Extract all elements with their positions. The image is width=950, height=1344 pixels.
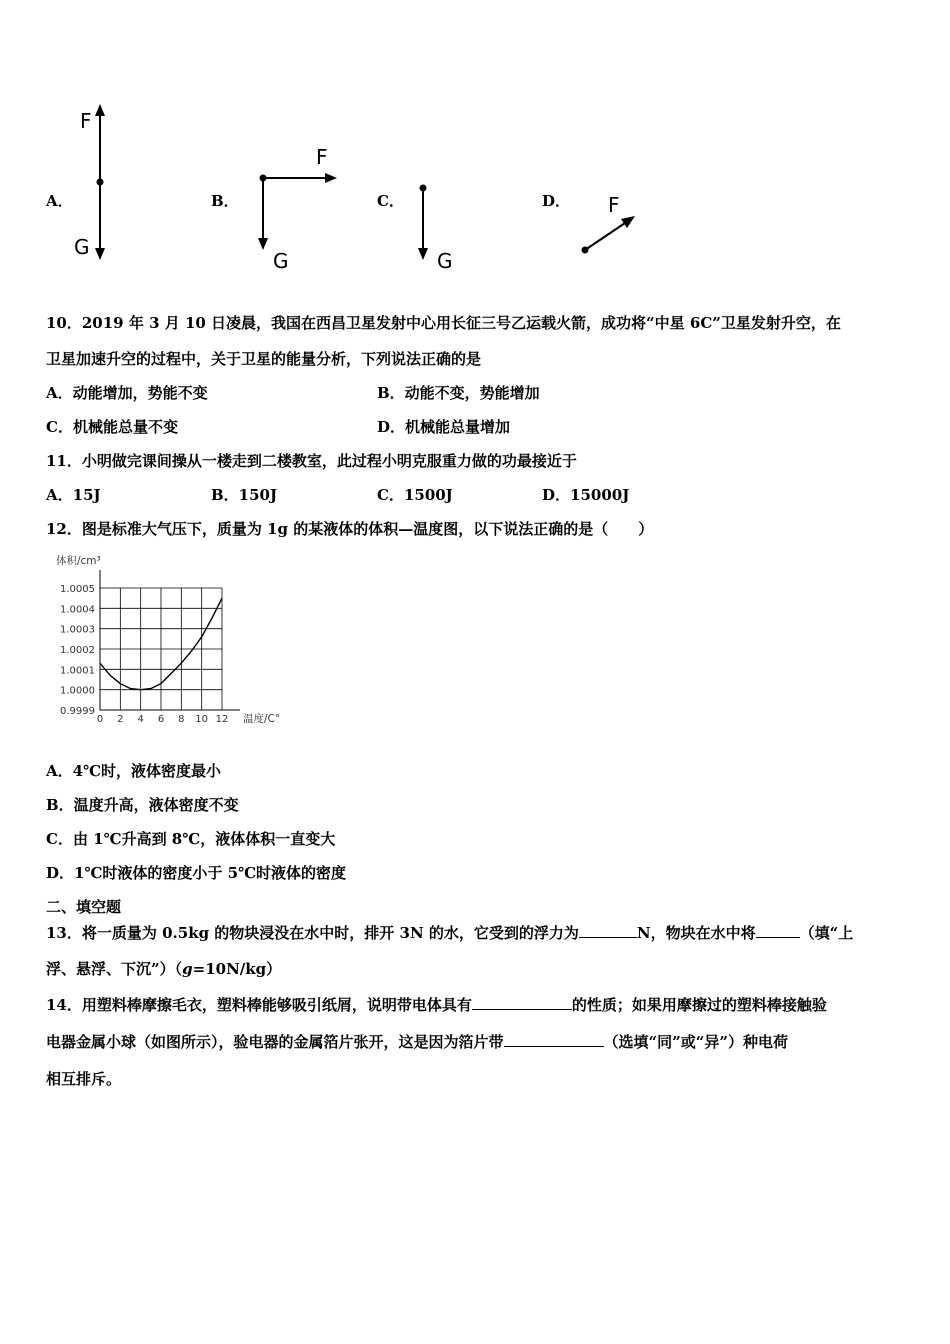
x-tick-label: 6 xyxy=(157,714,165,725)
x-tick-label: 10 xyxy=(195,714,209,725)
chart-x-tick-labels xyxy=(97,714,229,725)
force-label-f: F xyxy=(316,145,328,169)
q14-blank-1[interactable] xyxy=(472,995,572,1010)
q11-stem: 11．小明做完课间操从一楼走到二楼教室，此过程小明克服重力做的功最接近于 xyxy=(46,452,577,470)
q10-option-d: D．机械能总量增加 xyxy=(377,418,511,436)
q13-line2 xyxy=(46,958,281,979)
q11-option-a: A．15J xyxy=(46,486,101,504)
q14-text-2: 的性质；如果用摩擦过的塑料棒接触验 xyxy=(571,996,827,1014)
q13-text-2: N，物块在水中将 xyxy=(636,924,756,942)
force-diagram-a xyxy=(70,100,130,270)
y-tick-label: 1.0001 xyxy=(60,665,95,677)
q13-g-symbol: g xyxy=(182,960,193,978)
q14-text-4: （选填“同”或“异”）种电荷 xyxy=(603,1033,789,1051)
x-tick-label: 12 xyxy=(215,714,229,725)
chart-y-axis-label: 体积/cm³ xyxy=(56,555,101,567)
q9-option-b-letter: B． xyxy=(211,192,239,210)
chart-grid xyxy=(100,588,222,710)
chart-x-axis-label: 温度/C° xyxy=(243,713,281,725)
q10-option-b: B．动能不变，势能增加 xyxy=(377,384,540,402)
q9-option-c-letter: C． xyxy=(377,192,404,210)
force-diagram-b xyxy=(240,140,350,275)
y-tick-label: 1.0004 xyxy=(60,604,95,616)
force-label-f: F xyxy=(608,193,620,217)
force-label-g: G xyxy=(273,249,289,273)
q13-line1 xyxy=(46,922,853,943)
q11-option-d: D．15000J xyxy=(542,486,630,504)
q14-text-1: 14．用塑料棒摩擦毛衣，塑料棒能够吸引纸屑，说明带电体具有 xyxy=(46,996,472,1014)
section-title: 二、填空题 xyxy=(46,898,122,916)
q14-line2 xyxy=(46,1031,788,1052)
x-tick-label: 8 xyxy=(178,714,185,725)
q12-option-b: B．温度升高，液体密度不变 xyxy=(46,796,239,814)
chart-y-tick-labels xyxy=(60,584,95,717)
q14-text-3: 电器金属小球（如图所示），验电器的金属箔片张开，这是因为箔片带 xyxy=(46,1033,504,1051)
volume-temperature-chart xyxy=(40,548,300,733)
q10-option-c: C．机械能总量不变 xyxy=(46,418,178,436)
q13-blank-2[interactable] xyxy=(756,923,800,938)
q12-option-c: C．由 1℃升高到 8℃，液体体积一直变大 xyxy=(46,830,336,848)
q12-option-d: D．1℃时液体的密度小于 5℃时液体的密度 xyxy=(46,864,347,882)
x-tick-label: 4 xyxy=(137,714,144,725)
q11-option-b: B．150J xyxy=(211,486,278,504)
force-label-f: F xyxy=(80,109,92,133)
q9-option-a-letter: A． xyxy=(46,192,73,210)
y-tick-label: 1.0003 xyxy=(60,624,95,636)
q11-option-c: C．1500J xyxy=(377,486,453,504)
force-diagram-d xyxy=(570,190,650,265)
force-diagram-c xyxy=(405,170,475,275)
chart-axes xyxy=(100,570,240,710)
q12-option-a: A．4℃时，液体密度最小 xyxy=(46,762,222,780)
q13-text-1: 13．将一质量为 0.5kg 的物块浸没在水中时，排开 3N 的水，它受到的浮力为 xyxy=(46,924,579,942)
q10-stem-line2: 卫星加速升空的过程中，关于卫星的能量分析，下列说法正确的是 xyxy=(46,350,482,368)
x-tick-label: 2 xyxy=(117,714,124,725)
q12-stem: 12．图是标准大气压下，质量为 1g 的某液体的体积—温度图，以下说法正确的是（ ） xyxy=(46,520,654,538)
q13-text-3: （填“上 xyxy=(799,924,854,942)
force-label-g: G xyxy=(74,235,90,259)
q14-line3: 相互排斥。 xyxy=(46,1070,122,1088)
x-tick-label: 0 xyxy=(96,714,104,725)
q10-option-a: A．动能增加，势能不变 xyxy=(46,384,208,402)
y-tick-label: 0.9999 xyxy=(60,706,95,717)
q14-line1 xyxy=(46,994,827,1015)
q9-option-d-letter: D． xyxy=(542,192,571,210)
q10-stem-line1: 10．2019 年 3 月 10 日凌晨，我国在西昌卫星发射中心用长征三号乙运载火箭，成功将“中星 6C”卫星发射升空，在 xyxy=(46,314,841,332)
force-label-g: G xyxy=(437,249,453,273)
y-tick-label: 1.0005 xyxy=(60,584,95,595)
q13-blank-1[interactable] xyxy=(579,923,637,938)
q13-text-5: =10N/kg） xyxy=(192,960,282,978)
q13-text-4: 浮、悬浮、下沉”）（ xyxy=(46,960,183,978)
q14-blank-2[interactable] xyxy=(504,1032,604,1047)
y-tick-label: 1.0000 xyxy=(60,685,95,697)
y-tick-label: 1.0002 xyxy=(60,645,95,656)
